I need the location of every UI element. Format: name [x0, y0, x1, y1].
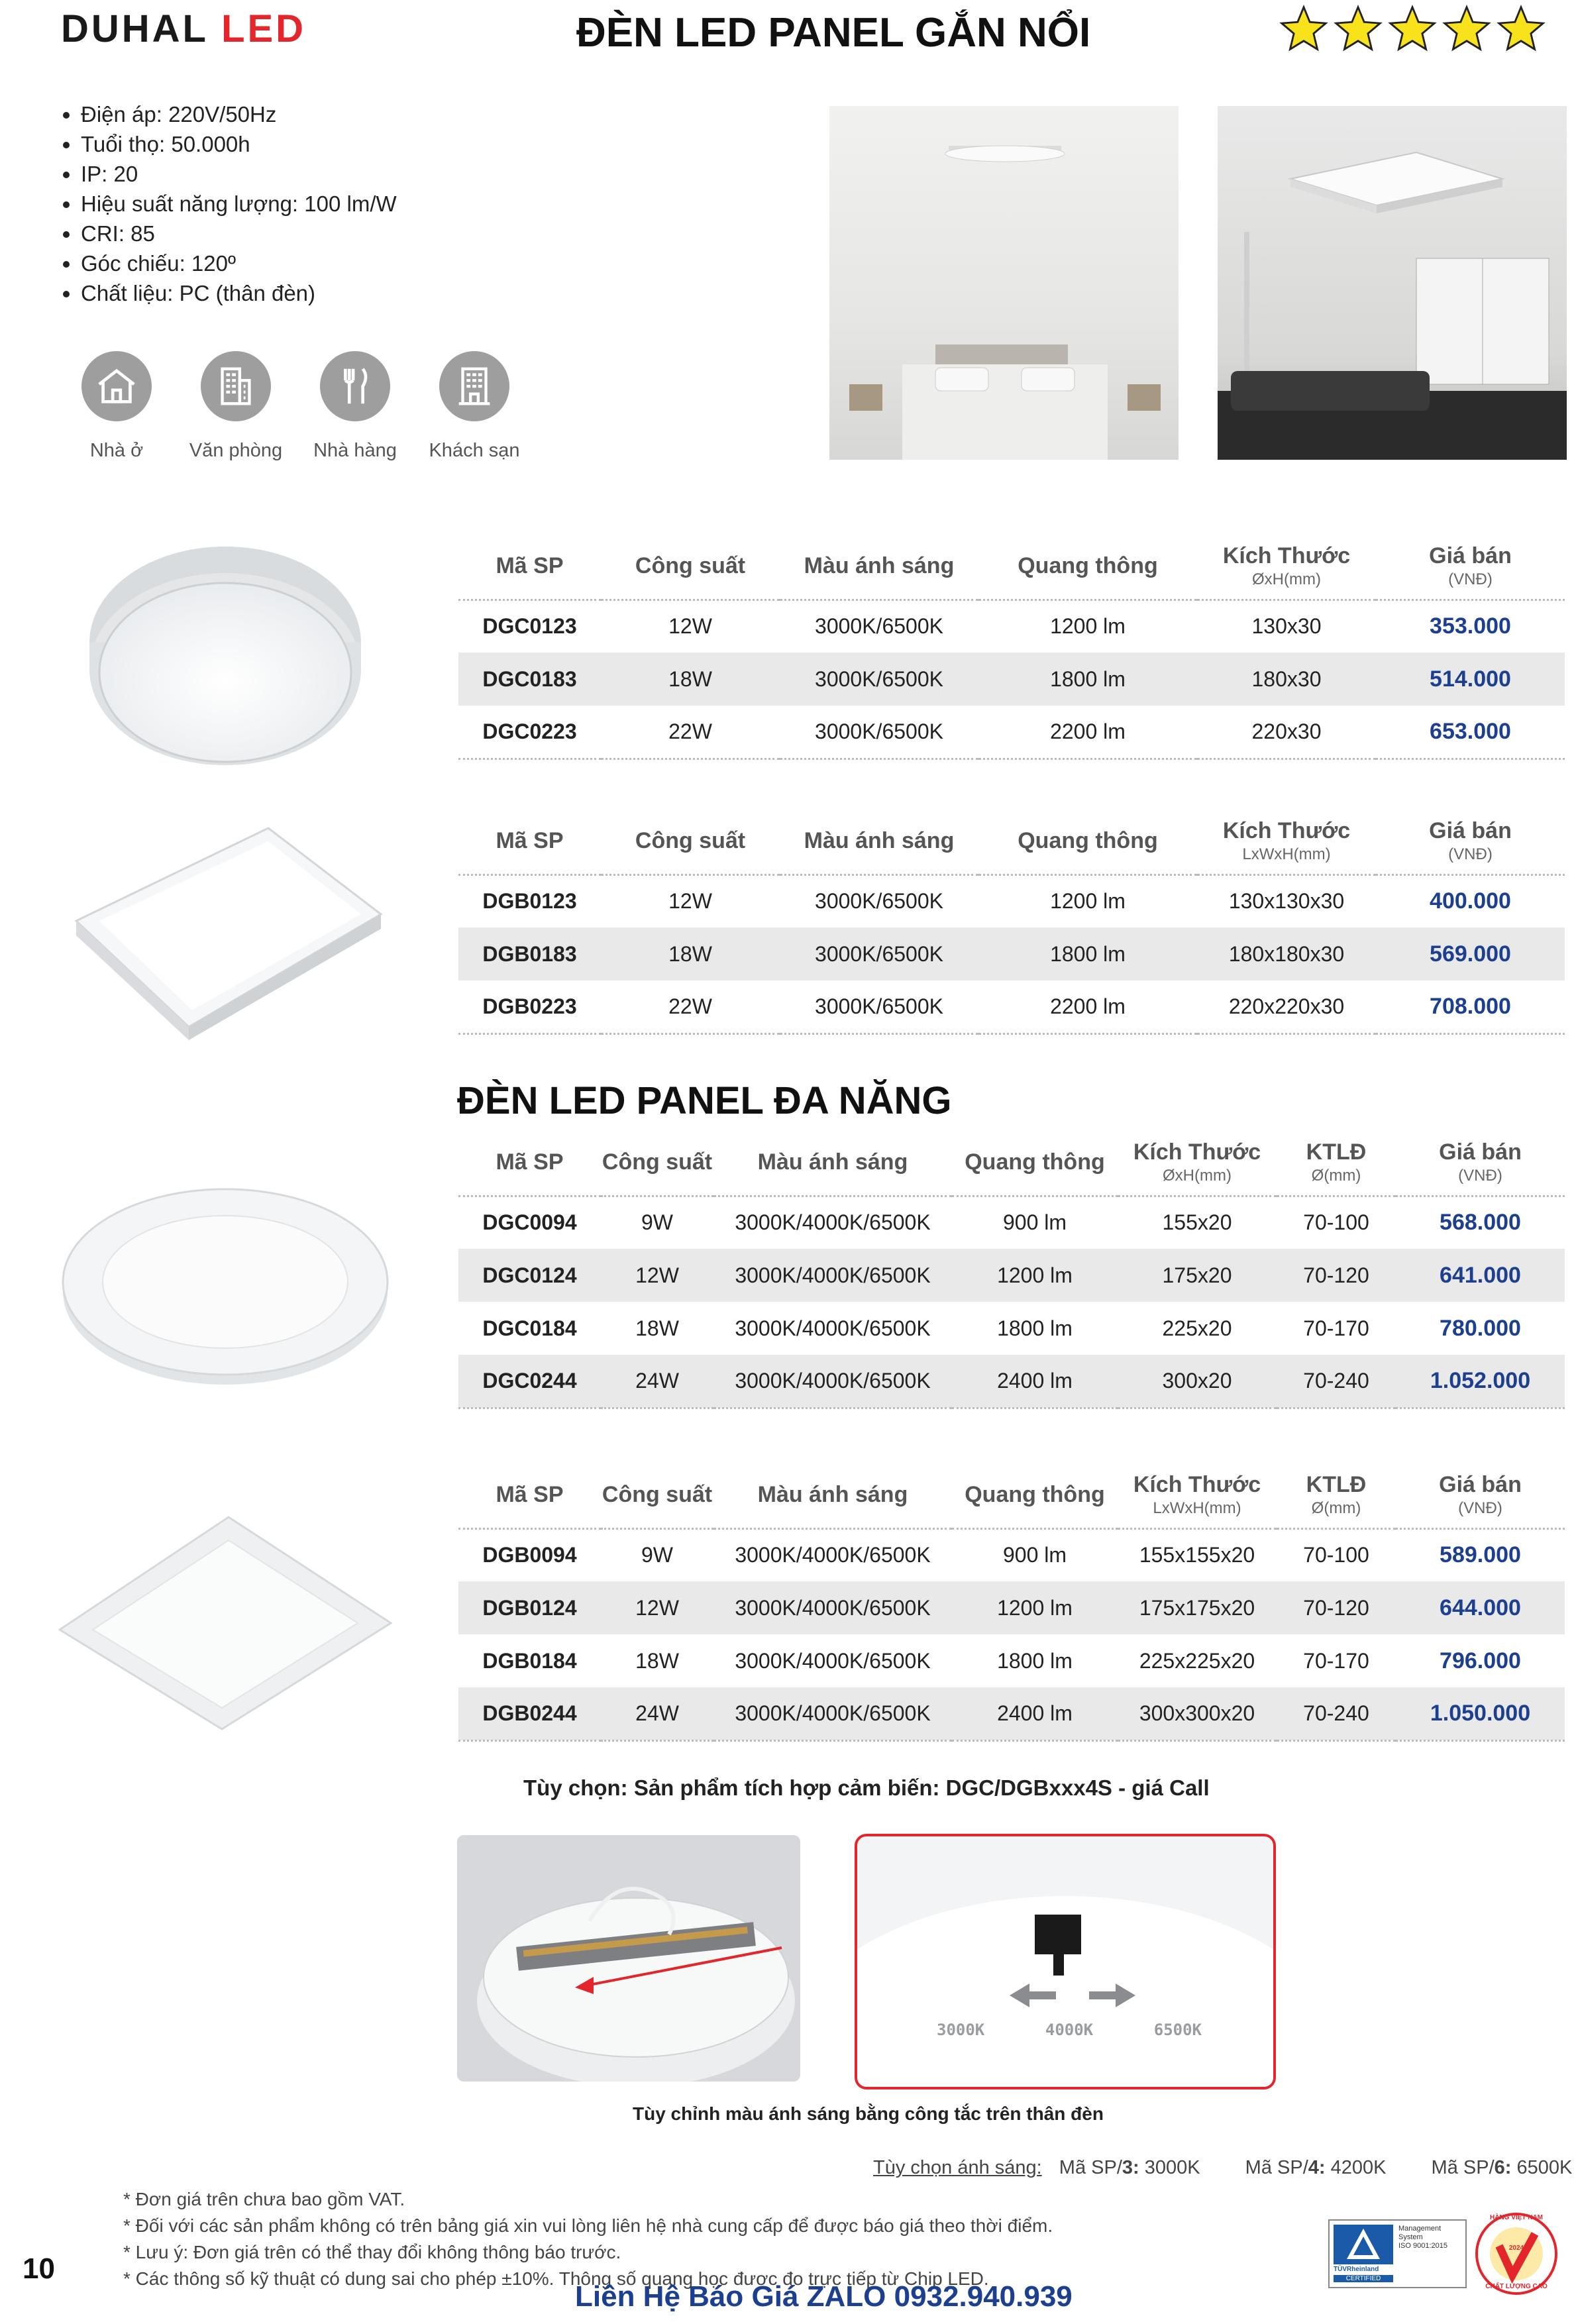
table-row: DGC0094 9W 3000K/4000K/6500K 900 lm 155x20 70-100 568.000 [482, 1210, 1521, 1236]
footnotes [123, 2186, 1053, 2292]
footnote: * Đối với các sản phẩm không có trên bảng giá xin vui lòng liên hệ nhà cung cấp để được báo giá theo thời điểm. [123, 2215, 1053, 2236]
application-item: Nhà ở [57, 351, 176, 462]
rating-stars [1279, 4, 1546, 54]
color-switch-photo [855, 1834, 1276, 2089]
table-row: DGB0183 18W 3000K/6500K 1800 lm 180x180x30 569.000 [458, 927, 1565, 980]
application-item: Nhà hàng [295, 351, 415, 462]
spec-list [53, 99, 397, 308]
table-row: DGB0094 9W 3000K/4000K/6500K 900 lm 155x155x20 70-100 589.000 [482, 1542, 1521, 1568]
square-panel-image [70, 821, 388, 1047]
square-multi-panel-image [53, 1510, 397, 1736]
table-row: DGC0183 18W 3000K/6500K 1800 lm 180x30 514.000 [458, 653, 1565, 706]
table-row: DGC0223 22W 3000K/6500K 2200 lm 220x30 653.000 [458, 706, 1565, 759]
quality-badge: HÀNG VIỆT NAM 2024 CHẤT LƯỢNG CAO [1474, 2211, 1559, 2296]
spec-item: • Tuổi thọ: 50.000h [81, 129, 397, 159]
page-title: ĐÈN LED PANEL GẮN NỔI [576, 10, 1091, 56]
tuv-certification: TÜVRheinland CERTIFIED Management System ISO 9001:2015 [1328, 2219, 1467, 2288]
footnote: * Đơn giá trên chưa bao gồm VAT. [123, 2189, 405, 2209]
star-icon [1387, 4, 1438, 54]
price-table-round-multi [458, 1130, 1565, 1409]
table-row: DGB0223 22W 3000K/6500K 2200 lm 220x220x30 708.000 [458, 980, 1565, 1033]
switch-label: 4000K [1045, 2021, 1094, 2039]
table-row: DGC0244 24W 3000K/4000K/6500K 2400 lm 300x20 70-240 1.052.000 [458, 1355, 1565, 1408]
table-row: DGC0123 12W 3000K/6500K 1200 lm 130x30 353.000 [482, 613, 1511, 639]
price-table-square-surface [458, 808, 1565, 1035]
spec-item: • Điện áp: 220V/50Hz [81, 99, 397, 129]
page-number: 10 [23, 2252, 55, 2285]
sensor-option-note: Tùy chọn: Sản phẩm tích hợp cảm biến: DGC/DGBxxx4S - giá Call [523, 1775, 1210, 1800]
application-item: Khách sạn [415, 351, 534, 462]
star-icon [1279, 4, 1329, 54]
hotel-icon [439, 351, 509, 421]
light-option-item: Mã SP/3: 3000K [1059, 2157, 1200, 2178]
table-row: DGC0184 18W 3000K/4000K/6500K 1800 lm 225x20 70-170 780.000 [482, 1315, 1521, 1341]
switch-labels [937, 2021, 1202, 2039]
star-icon [1333, 4, 1383, 54]
round-multi-panel-image [53, 1173, 397, 1391]
footnote: * Lưu ý: Đơn giá trên có thể thay đổi không thông báo trước. [123, 2242, 621, 2262]
light-option-item: Mã SP/6: 6500K [1431, 2157, 1573, 2178]
price-table-square-multi [458, 1462, 1565, 1742]
office-building-icon [201, 351, 271, 421]
round-panel-image [63, 537, 381, 775]
switch-label: 6500K [1153, 2021, 1202, 2039]
brand-logo: DUHAL LED [61, 7, 307, 50]
fork-knife-icon [320, 351, 390, 421]
footnote: * Các thông số kỹ thuật có dung sai cho phép ±10%. Thông số quang học được đo trực tiếp từ Chip LED. [123, 2268, 989, 2289]
section-title: ĐÈN LED PANEL ĐA NĂNG [457, 1079, 952, 1122]
spec-item: • Hiệu suất năng lượng: 100 lm/W [81, 189, 397, 219]
table-header-row: Mã SP Công suất Màu ánh sáng Quang thông Kích Thước ØxH(mm) Giá bán (VNĐ) [458, 533, 1565, 600]
light-option-item: Mã SP/4: 4200K [1245, 2157, 1387, 2178]
table-row: DGB0244 24W 3000K/4000K/6500K 2400 lm 300x300x20 70-240 1.050.000 [458, 1687, 1565, 1740]
light-option-line: Tùy chọn ánh sáng: Mã SP/3: 3000K Mã SP/4: 4200K Mã SP/6: 6500K [873, 2157, 1573, 2178]
spec-item: • IP: 20 [81, 159, 397, 189]
table-header-row: Mã SP Công suất Màu ánh sáng Quang thông Kích Thước LxWxH(mm) KTLĐ Ø(mm) Giá bán (VNĐ) [458, 1462, 1565, 1528]
contact-line: Liên Hệ Báo Giá ZALO 0932.940.939 [575, 2280, 1073, 2313]
application-item: Văn phòng [176, 351, 295, 462]
living-room-photo [1218, 106, 1567, 460]
spec-item: • CRI: 85 [81, 219, 397, 248]
spec-item: • Chất liệu: PC (thân đèn) [81, 278, 397, 308]
price-table-round-surface [458, 533, 1565, 760]
switch-caption: Tùy chỉnh màu ánh sáng bằng công tắc trên thân đèn [633, 2103, 1104, 2124]
spec-item: • Góc chiếu: 120º [81, 248, 397, 278]
panel-back-photo [457, 1835, 800, 2082]
table-row: DGB0184 18W 3000K/4000K/6500K 1800 lm 225x225x20 70-170 796.000 [482, 1648, 1521, 1673]
table-row: DGB0124 12W 3000K/4000K/6500K 1200 lm 175x175x20 70-120 644.000 [458, 1581, 1565, 1634]
application-icons [57, 351, 534, 462]
bedroom-photo [829, 106, 1179, 460]
table-header-row: Mã SP Công suất Màu ánh sáng Quang thông Kích Thước LxWxH(mm) Giá bán (VNĐ) [458, 808, 1565, 874]
switch-label: 3000K [937, 2021, 985, 2039]
table-row: DGB0123 12W 3000K/6500K 1200 lm 130x130x30 400.000 [482, 888, 1511, 914]
house-icon [81, 351, 152, 421]
table-row: DGC0124 12W 3000K/4000K/6500K 1200 lm 175x20 70-120 641.000 [458, 1249, 1565, 1302]
table-header-row: Mã SP Công suất Màu ánh sáng Quang thông Kích Thước ØxH(mm) KTLĐ Ø(mm) Giá bán (VNĐ) [458, 1130, 1565, 1196]
star-icon [1442, 4, 1492, 54]
star-icon [1496, 4, 1546, 54]
